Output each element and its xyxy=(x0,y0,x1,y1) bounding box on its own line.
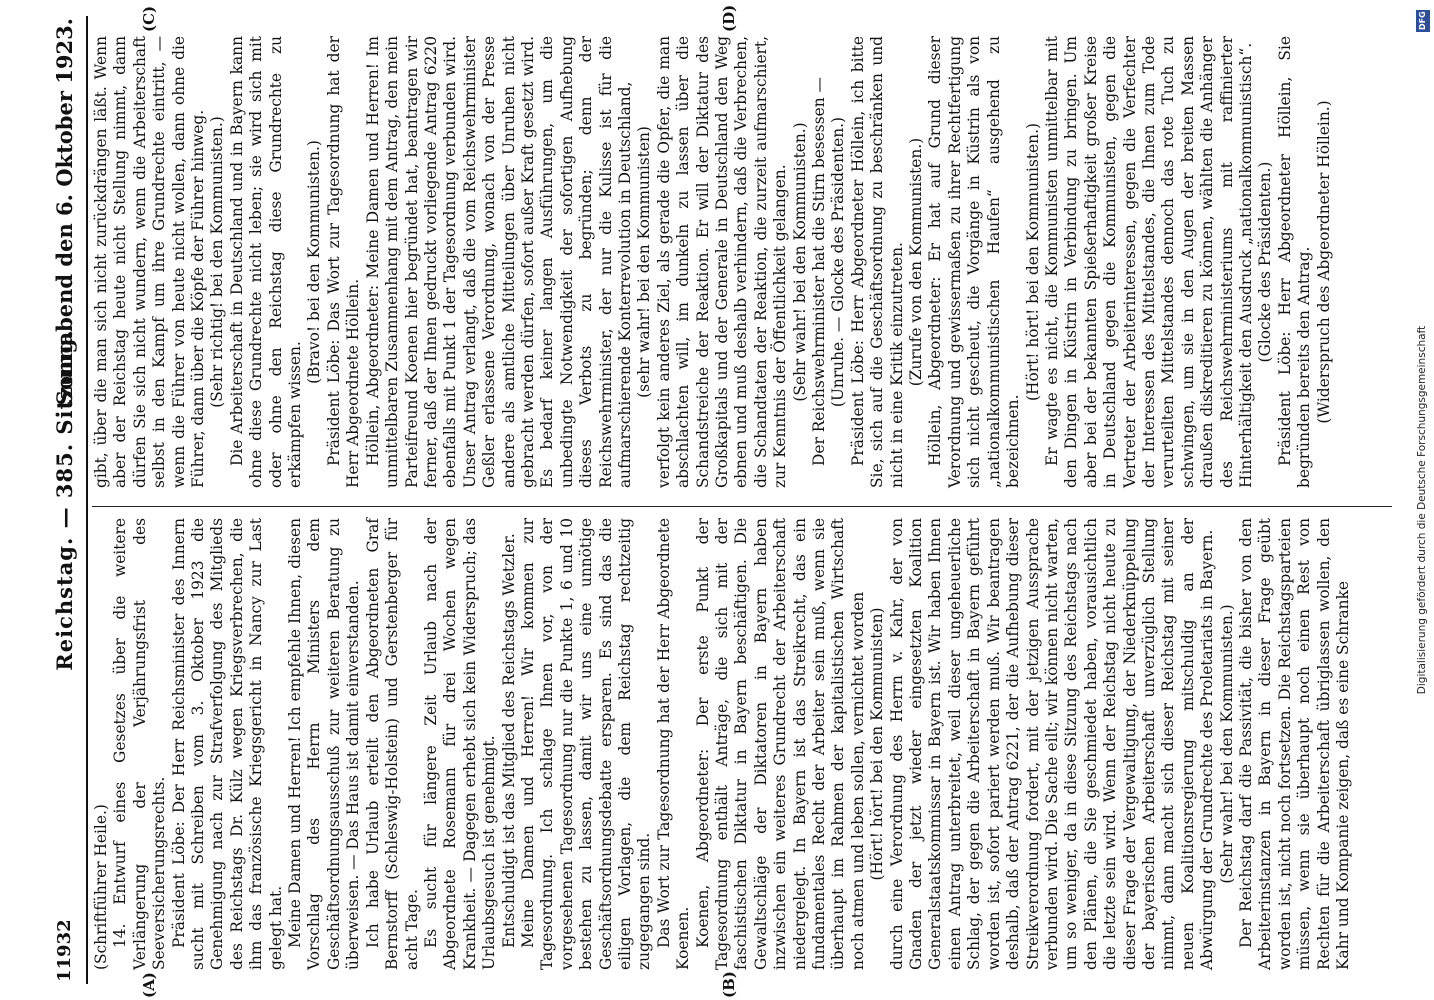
page-header xyxy=(50,18,84,982)
paragraph: (Schriftführer Heile.) xyxy=(92,804,110,970)
paragraph: Es sucht für längere Zeit Urlaub nach der Abgeordnete Rosemann für drei Wochen wegen Krankheit. — Dagegen erhebt sich kein Widerspruch; das Urlaubsgesuch ist genehmigt. xyxy=(421,518,499,970)
margin-letter-d: (D) xyxy=(720,4,738,32)
margin-letter-b: (B) xyxy=(720,971,738,998)
paragraph: Entschuldigt ist das Mitglied des Reichstags Wetzler. xyxy=(499,533,518,948)
column-divider xyxy=(92,506,1392,507)
interjection: (Zurufe von den Kommunisten.) xyxy=(907,137,926,387)
session-date: Sonnabend den 6. Oktober 1923. xyxy=(52,18,77,406)
paragraph: Die Arbeiterschaft in Deutschland und in Bayern kann ohne diese Grundrechte nicht leben; sie wird sich mit oder ohne den Reichstag diese Grundrechte zu erkämpfen wissen. xyxy=(227,36,305,488)
paragraph: Er wagte es nicht, die Kommunisten unmittelbar mit den Dingen in Küstrin in Verbindung zu bringen. Um aber bei der bekannten Spießerhaftigkeit großer Kreise in Deutschland gegen die Kommunisten, gegen die Vertreter der Arbeiterinteressen, gegen die Verfechter der Interessen des Mittelstandes, die Ihnen zum Tode verurteilten Mittelstandes dennoch das rote Tuch zu schwingen, um sie in den Augen der breiten Massen draußen diskreditieren zu können, wählten die Anhänger des Reichswehrministeriums mit raffinierter Hinterhältigkeit den Ausdruck „nationalkommunistisch“. xyxy=(1042,36,1255,488)
interjection: (Bravo! bei den Kommunisten.) xyxy=(305,140,324,384)
session-title: Reichstag. — 385. Sitzung. xyxy=(52,329,77,671)
interjection: (Widerspruch des Abgeordneter Höllein.) xyxy=(1314,100,1333,424)
paragraph: Der Reichstag darf die Passivität, die bisher von den Arbeiterinstanzen in Bayern in dieser Frage geübt worden ist, nicht noch fortsetzen. Die Reichstagsparteien müssen, wenn sie überhaupt noch einen Rest von Rechten für die Arbeiterschaft übriglassen wollen, den Kahr und Kompanie zeigen, daß es eine Schranke xyxy=(1236,518,1352,970)
right-column xyxy=(92,36,1334,488)
paragraph: durch eine Verordnung des Herrn v. Kahr, der von Gnaden der jetzt wieder eingesetzten Koalition Generalstaatskommissar in Bayern ist. Wir haben Ihnen einen Antrag unterbreitet, weil dieser ungeheuerliche Schlag, der gegen die Arbeiterschaft in Bayern geführt worden ist, sofort pariert werden muß. Wir beantragen deshalb, daß der Antrag 6221, der die Aufhebung dieser Streikverordnung fordert, mit der jetzigen Aussprache verbunden wird. Die Sache eilt; wir können nicht warten, um so weniger, da in diese Sitzung des Reichstags nach den Plänen, die Sie geschmiedet haben, vorausichtlich die letzte sein wird. Wenn der Reichstag nicht heute zu dieser Frage der Vergewaltigung, der Niederknüppelung der bayerischen Arbeiterschaft unverzüglich Stellung nimmt, dann macht sich dieser Reichstag mit seiner neuen Koalitionsregierung mitschuldig an der Abwürgung der Grundrechte des Proletariats in Bayern. xyxy=(887,518,1217,970)
paragraph: Das Wort zur Tagesordnung hat der Herr Abgeordnete Koenen. xyxy=(654,518,693,970)
interjection: (Sehr richtig! bei den Kommunisten.) xyxy=(208,116,227,408)
paragraph: Präsident Löbe: Das Wort zur Tagesordnung hat der Herr Abgeordnete Höllein. xyxy=(324,36,363,488)
paragraph: gibt, über die man sich nicht zurückdrängen läßt. Wenn aber der Reichstag heute nicht Stellung nimmt, dann dürfen Sie sich nicht wundern, wenn die Arbeiterschaft selbst in den Kampf um ihre Grundrechte eintritt, — wenn die Führer von heute nicht wollen, dann ohne die Führer, dann über die Köpfe der Führer hinweg. xyxy=(92,36,208,488)
paragraph: Ich habe Urlaub erteilt den Abgeordneten Graf Bernstorff (Schleswig-Holstein) und Gerstenberger für acht Tage. xyxy=(363,518,421,970)
margin-letter-c: (C) xyxy=(140,5,158,32)
interjection: (Hört! hört! bei den Kommunisten) xyxy=(868,607,887,881)
paragraph: Koenen, Abgeordneter: Der erste Punkt der Tagesordnung enthält Anträge, die sich mit der faschistischen Diktatur in Bayern beschäftigen. Die Gewaltschläge der Diktatoren in Bayern haben inzwischen ein weiteres Grundrecht der Arbeiterschaft niedergelegt. In Bayern ist das Streikrecht, das ein fundamentales Recht der Arbeiter sein muß, wenn sie überhaupt im Rahmen der kapitalistischen Wirtschaft noch atmen und leben sollen, vernichtet worden xyxy=(693,518,867,970)
interjection: (sehr wahr! bei den Kommunisten) xyxy=(635,126,654,398)
margin-letter-a: (A) xyxy=(140,972,158,998)
paragraph: verfolgt kein anderes Ziel, als gerade die Opfer, die man abschlachten will, im dunkeln zu lassen über die Schandstreiche der Reaktion. Er will der Diktatur des Großkapitals und der Generale in Deutschland den Weg ebnen und muß deshalb verhindern, daß die Verbrechen, die Schandtaten der Reaktion, die zurzeit aufmarschiert, zur Kenntnis der Öffentlichkeit gelangen. xyxy=(654,36,790,488)
left-column xyxy=(92,518,1353,970)
interjection: (Glocke des Präsidenten.) xyxy=(1256,161,1275,363)
page-number: 11932 xyxy=(54,919,75,982)
paragraph: Meine Damen und Herren! Wir kommen zur Tagesordnung. Ich schlage Ihnen vor, von der vorgesehenen Tagesordnung nur die Punkte 1, 6 und 10 bestehen zu lassen, damit wir uns eine unnötige Geschäftsordnungsdebatte ersparen. Es sind das die eiligen Vorlagen, die dem Reichstag rechtzeitig zugegangen sind. xyxy=(518,518,654,970)
paragraph: Präsident Löbe: Herr Abgeordneter Höllein, Sie begründen bereits den Antrag. xyxy=(1275,36,1314,488)
paragraph: Höllein, Abgeordneter: Meine Damen und Herren! Im unmittelbaren Zusammenhang mit dem Antrag, den mein Parteifreund Koenen hier begründet hat, beantragen wir ferner, daß der Ihnen gedruckt vorliegende Antrag 6220 ebenfalls mit Punkt 1 der Tagesordnung verbunden wird. Unser Antrag verlangt, daß die vom Reichswehrminister Geßler erlassene Verordnung, wonach von der Presse andere als amtliche Mitteilungen über Unruhen nicht gebracht werden dürfen, sofort außer Kraft gesetzt wird. Es bedarf keiner langen Ausführungen, um die unbedingte Notwendigkeit der sofortigen Aufhebung dieses Verbots zu begründen; denn der Reichswehrminister, der nur die Kulisse ist für die aufmarschierende Konterrevolution in Deutschland, xyxy=(363,36,634,488)
digitization-strip xyxy=(1410,0,1434,1000)
paragraph: Höllein, Abgeordneter: Er hat auf Grund dieser Verordnung und gewissermaßen zu ihrer Rechtfertigung sich nicht gescheut, die Vorgänge in Küstrin als von „nationalkommunistischen Haufen“ ausgehend zu bezeichnen. xyxy=(926,36,1023,488)
interjection: (Sehr wahr! bei den Kommunisten.) xyxy=(1217,604,1236,884)
interjection: (Unruhe. — Glocke des Präsidenten.) xyxy=(829,116,848,408)
dfg-logo: DFG xyxy=(1416,10,1430,32)
paragraph: 14. Entwurf eines Gesetzes über die weitere Verlängerung der Verjährungsfrist des Seeversicherungsrechts. xyxy=(111,518,169,970)
digitization-note: Digitalisierung gefördert durch die Deutsche Forschungsgemeinschaft xyxy=(1416,325,1428,695)
interjection: (Sehr wahr! bei den Kommunisten.) xyxy=(790,122,809,402)
paragraph: Der Reichswehrminister hat die Stirn besessen — xyxy=(810,77,829,466)
interjection: (Hört! hört! bei den Kommunisten.) xyxy=(1023,123,1042,401)
paragraph: Meine Damen und Herren! Ich empfehle Ihnen, diesen Vorschlag des Herrn Ministers dem Geschäftsordnungsausschuß zur weiteren Beratung zu überweisen. — Das Haus ist damit einverstanden. xyxy=(286,518,363,970)
paragraph: Präsident Löbe: Herr Abgeordneter Höllein, ich bitte Sie, sich auf die Geschäftsordnung zu beschränken und nicht in eine Kritik einzutreten. xyxy=(848,36,906,488)
paragraph: Präsident Löbe: Der Herr Reichsminister des Innern sucht mit Schreiben vom 3. Oktober 1923 die Genehmigung nach zur Strafverfolgung des Mitglieds des Reichstags Dr. Külz wegen Kriegsverbrechen, die ihm das französische Kriegsgericht in Nancy zur Last gelegt hat. xyxy=(169,518,285,970)
header-rule xyxy=(86,16,88,984)
